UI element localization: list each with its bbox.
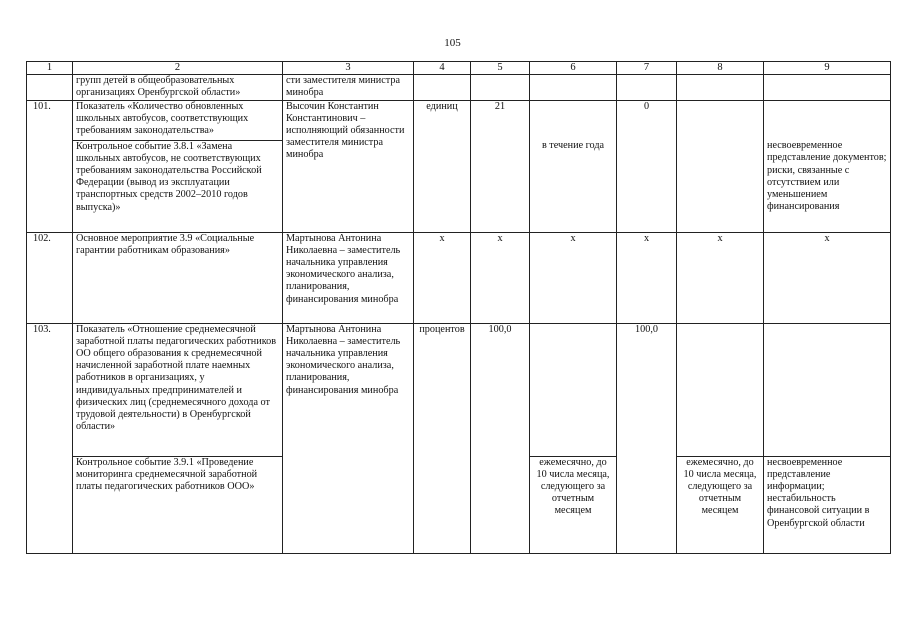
header-cell: 2 — [73, 62, 283, 75]
cell — [27, 75, 73, 100]
indicator-description: Показатель «Количество обновленных школьных автобусов, соответствующих требованиям законодательства» — [73, 100, 283, 140]
unit-cell: процентов — [414, 323, 471, 553]
activity-description: Основное мероприятие 3.9 «Социальные гарантии работникам образования» — [73, 232, 283, 323]
value-cell: x — [414, 232, 471, 323]
cell — [764, 75, 891, 100]
responsible-person: Мартынова Антонина Николаевна – заместитель начальника управления экономического анализа, планирования, финансирования минобра — [283, 232, 414, 323]
row-number: 103. — [27, 323, 73, 553]
value-cell: 0 — [617, 100, 677, 232]
control-event-description: Контрольное событие 3.9.1 «Проведение мониторинга среднемесячной заработной платы педагогических работников ООО» — [73, 456, 283, 553]
header-row — [27, 62, 891, 75]
value-cell: x — [471, 232, 530, 323]
page-number: 105 — [444, 37, 461, 49]
cell — [764, 100, 891, 140]
cell — [677, 323, 764, 456]
value-cell: 100,0 — [471, 323, 530, 553]
risk-cell: несвоевременное представление документов; риски, связанные с отсутствием или уменьшением финансирования — [764, 140, 891, 232]
table-row-101 — [27, 100, 891, 140]
deadline-cell: ежемесячно, до 10 числа месяца, следующего за отчетным месяцем — [530, 456, 617, 553]
continuation-row — [27, 75, 891, 100]
cell — [677, 140, 764, 232]
responsible-person: Мартынова Антонина Николаевна – заместитель начальника управления экономического анализа, планирования, финансирования минобра — [283, 323, 414, 553]
continued-description: групп детей в общеобразовательных организациях Оренбургской области» — [73, 75, 283, 100]
responsible-person: Высочин Константин Константинович – исполняющий обязанности заместителя министра минобра — [283, 100, 414, 232]
table-row-103 — [27, 323, 891, 456]
table-row-102 — [27, 232, 891, 323]
header-cell: 6 — [530, 62, 617, 75]
value-cell: 21 — [471, 100, 530, 232]
header-cell: 5 — [471, 62, 530, 75]
row-number: 102. — [27, 232, 73, 323]
header-cell: 4 — [414, 62, 471, 75]
header-cell: 1 — [27, 62, 73, 75]
deadline-cell: в течение года — [530, 140, 617, 232]
header-cell: 3 — [283, 62, 414, 75]
cell — [414, 75, 471, 100]
value-cell: x — [677, 232, 764, 323]
risk-cell: несвоевременное представление информации; нестабильность финансовой ситуации в Оренбургской области — [764, 456, 891, 553]
cell — [530, 323, 617, 456]
cell — [677, 100, 764, 140]
cell — [617, 75, 677, 100]
cell — [530, 100, 617, 140]
header-cell: 8 — [677, 62, 764, 75]
control-event-description: Контрольное событие 3.8.1 «Замена школьных автобусов, не соответствующих требованиям законодательства Российской Федерации (вывод из эксплуатации транспортных средств 2002–2010 годов выпуска)» — [73, 140, 283, 232]
value-cell: x — [764, 232, 891, 323]
program-table — [26, 61, 891, 554]
indicator-description: Показатель «Отношение среднемесячной заработной платы педагогических работников ОО общего образования к среднемесячной начисленной заработной плате наемных работников в организациях, у индивидуальных предпринимателей и физических лиц (среднемесячного дохода от трудовой деятельности) в Оренбургской области» — [73, 323, 283, 456]
value-cell: x — [530, 232, 617, 323]
row-number: 101. — [27, 100, 73, 232]
cell — [471, 75, 530, 100]
value-cell: 100,0 — [617, 323, 677, 553]
deadline-cell: ежемесячно, до 10 числа месяца, следующего за отчетным месяцем — [677, 456, 764, 553]
value-cell: x — [617, 232, 677, 323]
unit-cell: единиц — [414, 100, 471, 232]
cell — [764, 323, 891, 456]
cell — [530, 75, 617, 100]
continued-responsible: сти заместителя министра минобра — [283, 75, 414, 100]
header-cell: 9 — [764, 62, 891, 75]
header-cell: 7 — [617, 62, 677, 75]
cell — [677, 75, 764, 100]
